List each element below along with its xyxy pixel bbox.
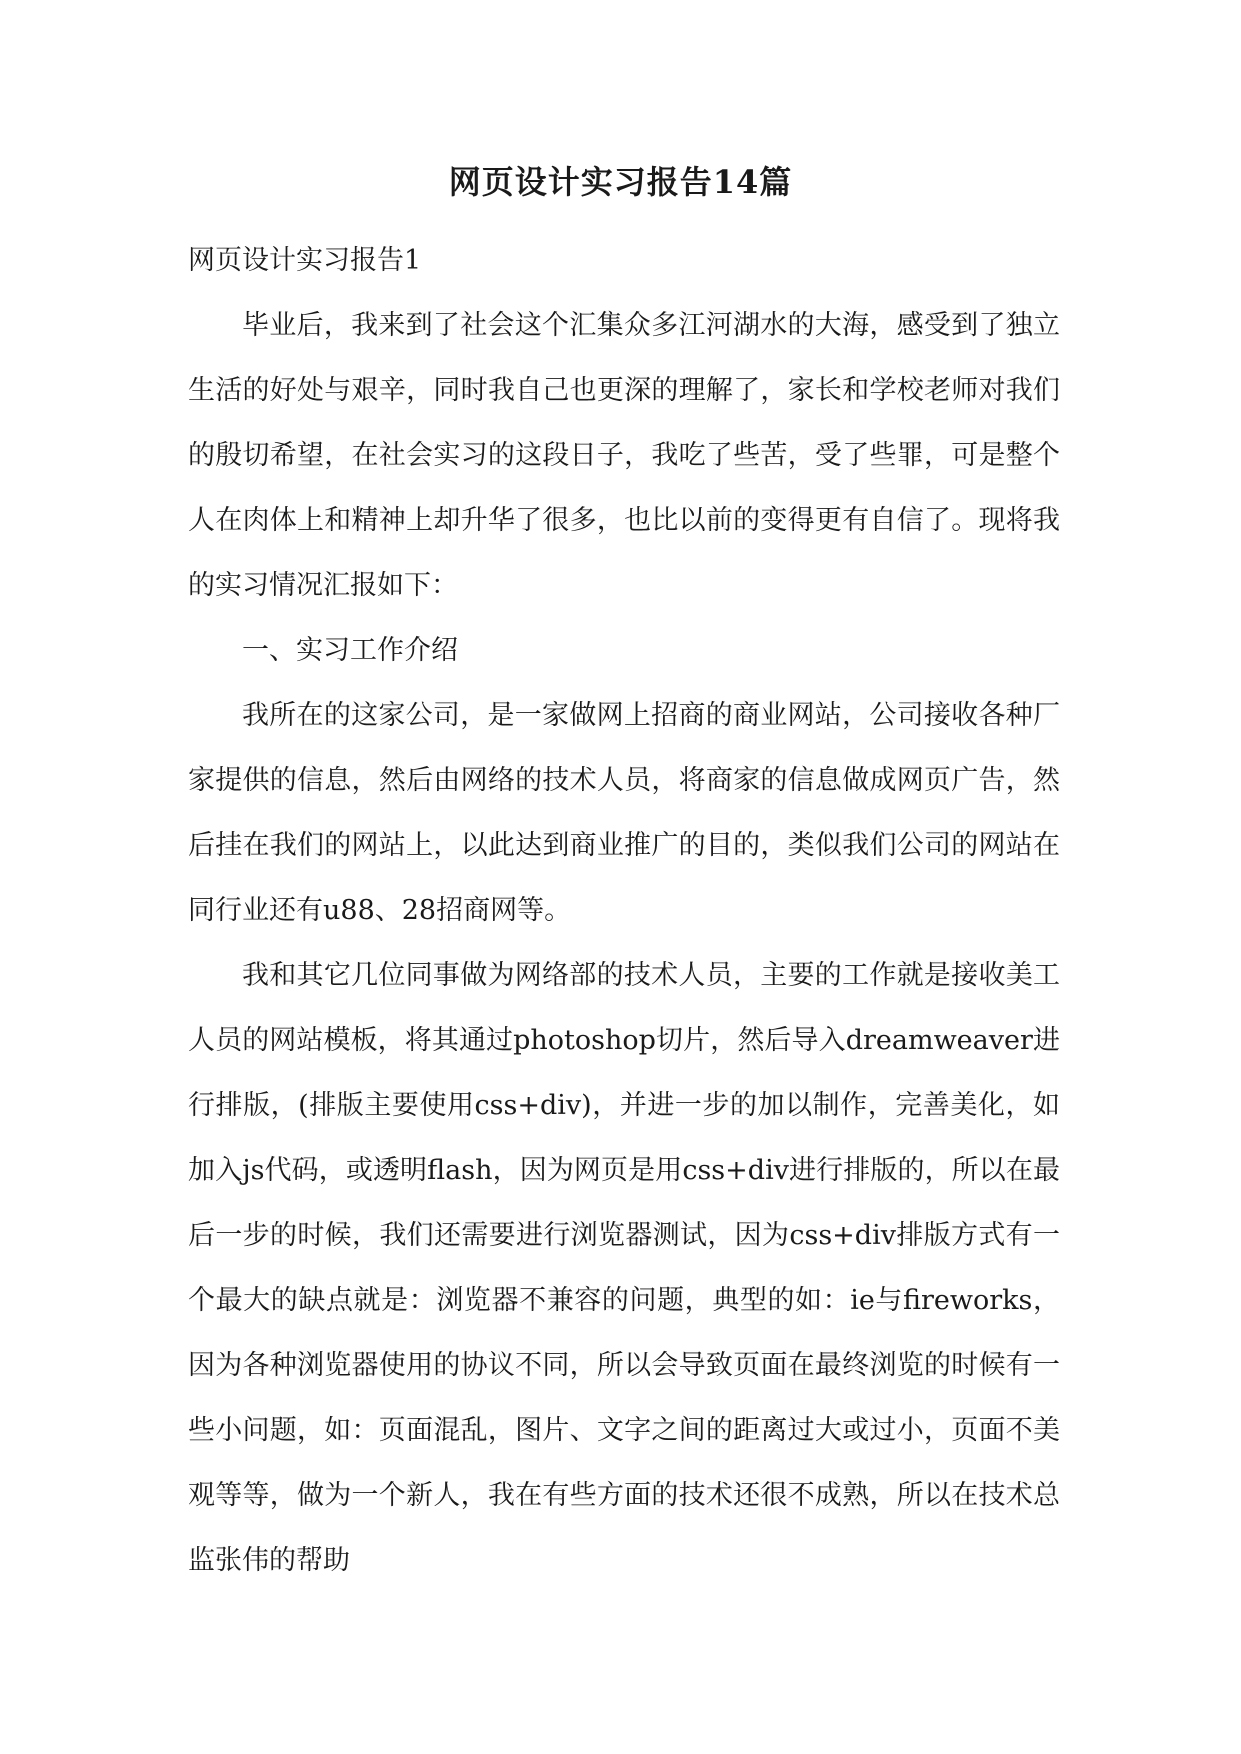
section-title: 网页设计实习报告1 — [188, 245, 422, 276]
document-body — [188, 228, 1060, 1593]
paragraph: 毕业后，我来到了社会这个汇集众多江河湖水的大海，感受到了独立生活的好处与艰辛，同时我自己也更深的理解了，家长和学校老师对我们的殷切希望，在社会实习的这段日子，我吃了些苦，受了些罪，可是整个人在肉体上和精神上却升华了很多，也比以前的变得更有自信了。现将我的实习情况汇报如下： — [188, 310, 1060, 601]
document-title: 网页设计实习报告14篇 — [448, 163, 793, 201]
paragraph-heading: 一、实习工作介绍 — [242, 635, 458, 666]
paragraph: 我和其它几位同事做为网络部的技术人员，主要的工作就是接收美工人员的网站模板，将其通过photoshop切片，然后导入dreamweaver进行排版，(排版主要使用css+div)，并进一步的加以制作，完善美化，如加入js代码，或透明flash，因为网页是用css+div进行排版的，所以在最后一步的时候，我们还需要进行浏览器测试，因为css+div排版方式有一个最大的缺点就是：浏览器不兼容的问题，典型的如：ie与fireworks，因为各种浏览器使用的协议不同，所以会导致页面在最终浏览的时候有一些小问题，如：页面混乱，图片、文字之间的距离过大或过小，页面不美观等等，做为一个新人，我在有些方面的技术还很不成熟，所以在技术总监张伟的帮助 — [188, 960, 1060, 1576]
paragraph: 我所在的这家公司，是一家做网上招商的商业网站，公司接收各种厂家提供的信息，然后由网络的技术人员，将商家的信息做成网页广告，然后挂在我们的网站上，以此达到商业推广的目的，类似我们公司的网站在同行业还有u88、28招商网等。 — [188, 700, 1060, 926]
